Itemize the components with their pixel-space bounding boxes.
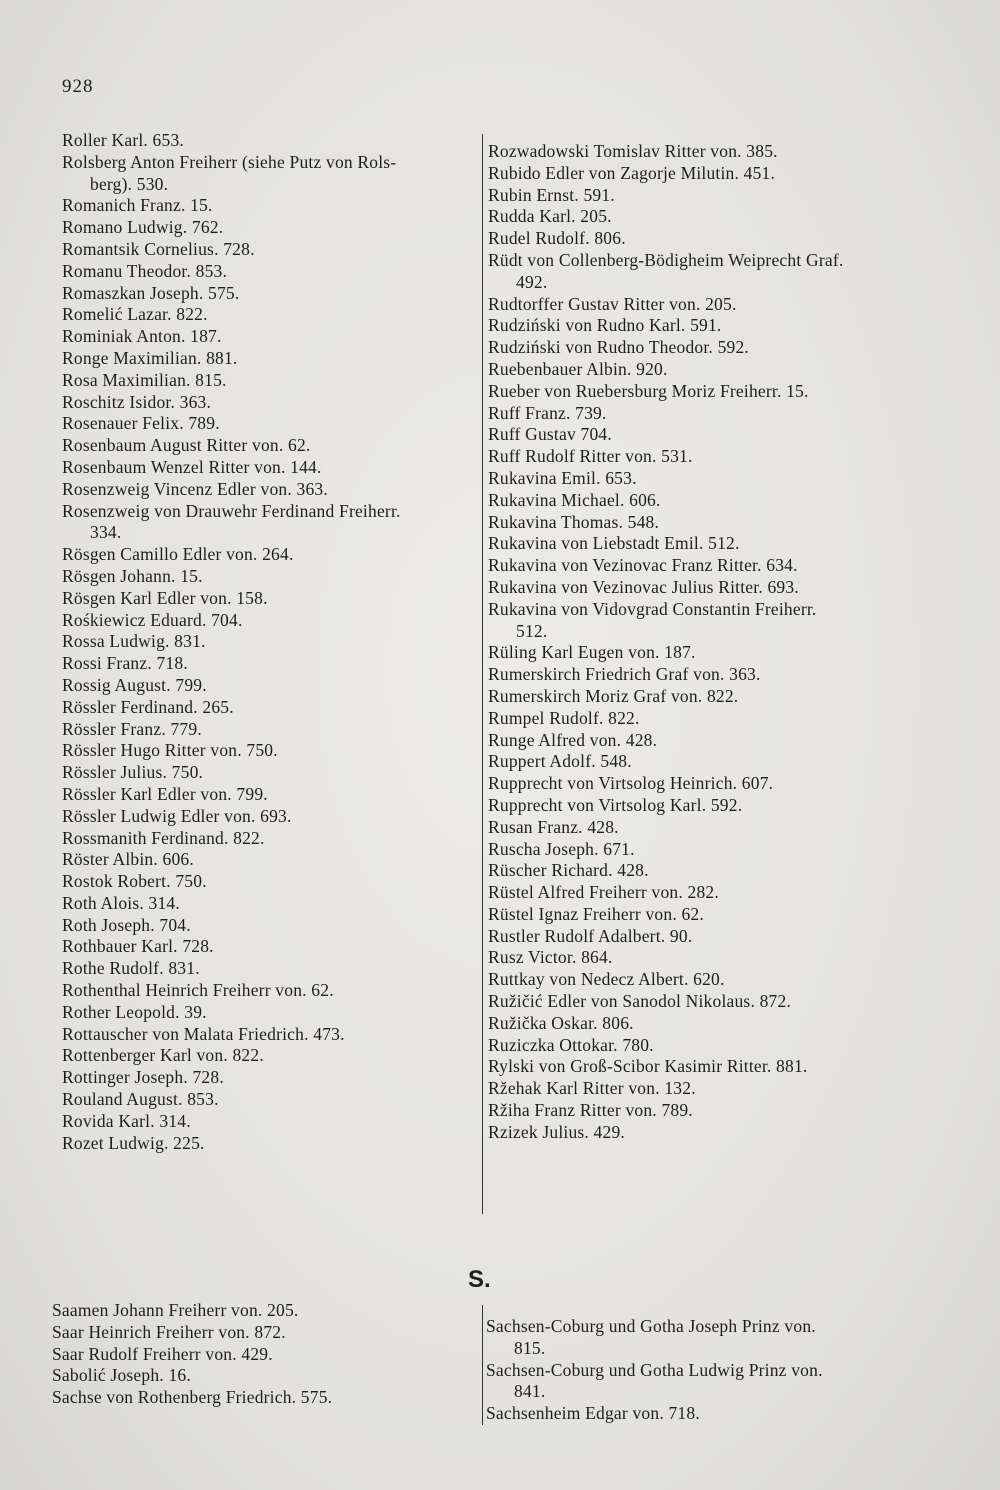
- index-entry: Rösgen Camillo Edler von. 264.: [62, 544, 294, 565]
- index-entry-continuation: 334.: [90, 522, 122, 543]
- index-entry: Rottenberger Karl von. 822.: [62, 1045, 264, 1066]
- index-entry: Saar Heinrich Freiherr von. 872.: [52, 1321, 286, 1342]
- index-entry: Rzizek Julius. 429.: [488, 1121, 625, 1142]
- index-entry: Rudtorffer Gustav Ritter von. 205.: [488, 293, 737, 314]
- index-entry: Röster Albin. 606.: [62, 849, 194, 870]
- index-entry: Rusz Victor. 864.: [488, 947, 613, 968]
- index-entry: Rubido Edler von Zagorje Milutin. 451.: [488, 162, 776, 183]
- s-index-column-right: [486, 1316, 926, 1425]
- index-entry: Rüstel Alfred Freiherr von. 282.: [488, 882, 719, 903]
- index-entry: Romelić Lazar. 822.: [62, 304, 208, 325]
- index-entry-continuation: berg). 530.: [90, 173, 169, 194]
- index-entry: Rothe Rudolf. 831.: [62, 958, 200, 979]
- index-entry-continuation: 512.: [516, 620, 548, 641]
- index-entry: Romaszkan Joseph. 575.: [62, 282, 240, 303]
- index-entry: Rossmanith Ferdinand. 822.: [62, 827, 265, 848]
- index-entry: Rössler Hugo Ritter von. 750.: [62, 740, 278, 761]
- index-entry: Ruscha Joseph. 671.: [488, 838, 635, 859]
- index-entry: Rubin Ernst. 591.: [488, 184, 615, 205]
- index-entry: Romanich Franz. 15.: [62, 195, 213, 216]
- index-entry: Rosenbaum August Ritter von. 62.: [62, 435, 311, 456]
- index-entry: Romantsik Cornelius. 728.: [62, 238, 255, 259]
- index-entry: Rüdt von Collenberg-Bödigheim Weiprecht Graf.: [488, 249, 844, 270]
- index-entry: Saamen Johann Freiherr von. 205.: [52, 1300, 299, 1320]
- index-entry: Rumerskirch Friedrich Graf von. 363.: [488, 664, 761, 685]
- index-entry: Rukavina von Liebstadt Emil. 512.: [488, 533, 740, 554]
- index-entry: Rukavina Emil. 653.: [488, 467, 637, 488]
- index-entry: Rueber von Ruebersburg Moriz Freiherr. 15.: [488, 380, 809, 401]
- index-entry: Rösgen Johann. 15.: [62, 565, 203, 586]
- column-divider-s: [482, 1305, 483, 1425]
- index-entry: Sachsen-Coburg und Gotha Joseph Prinz von.: [486, 1316, 816, 1336]
- index-entry-continuation: 815.: [514, 1337, 546, 1358]
- index-entry: Rukavina von Vezinovac Franz Ritter. 634.: [488, 555, 798, 576]
- index-entry: Rostok Robert. 750.: [62, 871, 207, 892]
- column-divider: [482, 134, 483, 1214]
- index-entry: Rukavina von Vezinovac Julius Ritter. 693.: [488, 576, 799, 597]
- index-entry: Romanu Theodor. 853.: [62, 260, 228, 281]
- index-entry: Ronge Maximilian. 881.: [62, 347, 238, 368]
- index-entry: Rudda Karl. 205.: [488, 206, 612, 227]
- index-entry: Rukavina Michael. 606.: [488, 489, 661, 510]
- index-entry: Rolsberg Anton Freiherr (siehe Putz von Rols-: [62, 151, 397, 172]
- index-column-left: [62, 130, 482, 1154]
- index-entry: Ruppert Adolf. 548.: [488, 751, 632, 772]
- index-entry: Rouland August. 853.: [62, 1089, 219, 1110]
- index-entry: Rösgen Karl Edler von. 158.: [62, 587, 268, 608]
- index-entry: Rottauscher von Malata Friedrich. 473.: [62, 1023, 345, 1044]
- index-entry: Ruttkay von Nedecz Albert. 620.: [488, 969, 725, 990]
- index-entry: Ruziczka Ottokar. 780.: [488, 1034, 654, 1055]
- page-number: 928: [62, 76, 94, 97]
- index-entry: Rössler Ludwig Edler von. 693.: [62, 805, 292, 826]
- index-entry: Sachsenheim Edgar von. 718.: [486, 1403, 700, 1424]
- index-entry: Rudel Rudolf. 806.: [488, 228, 626, 249]
- index-entry: Rominiak Anton. 187.: [62, 326, 222, 347]
- index-entry: Rosenzweig von Drauwehr Ferdinand Freiherr.: [62, 500, 401, 521]
- section-heading: S.: [468, 1266, 491, 1293]
- index-entry: Runge Alfred von. 428.: [488, 729, 658, 750]
- index-entry: Ruff Franz. 739.: [488, 402, 607, 423]
- s-index-column-left: [52, 1300, 472, 1409]
- index-entry: Rustler Rudolf Adalbert. 90.: [488, 925, 693, 946]
- index-entry: Rössler Franz. 779.: [62, 718, 202, 739]
- index-entry: Rupprecht von Virtsolog Karl. 592.: [488, 794, 743, 815]
- index-entry: Rudziński von Rudno Theodor. 592.: [488, 337, 749, 358]
- index-entry: Romano Ludwig. 762.: [62, 217, 224, 238]
- index-entry: Rössler Ferdinand. 265.: [62, 696, 234, 717]
- index-entry: Rottinger Joseph. 728.: [62, 1067, 224, 1088]
- index-entry: Rosenbaum Wenzel Ritter von. 144.: [62, 456, 322, 477]
- index-entry: Roth Alois. 314.: [62, 892, 180, 913]
- index-entry: Rössler Karl Edler von. 799.: [62, 783, 268, 804]
- index-entry: Ružičić Edler von Sanodol Nikolaus. 872.: [488, 991, 792, 1012]
- index-entry: Ržehak Karl Ritter von. 132.: [488, 1078, 696, 1099]
- index-entry: Rüling Karl Eugen von. 187.: [488, 642, 696, 663]
- index-entry: Rossig August. 799.: [62, 674, 207, 695]
- index-entry: Roller Karl. 653.: [62, 130, 184, 150]
- index-entry: Rothenthal Heinrich Freiherr von. 62.: [62, 980, 334, 1001]
- index-entry: Ruff Rudolf Ritter von. 531.: [488, 446, 693, 467]
- index-entry: Rosa Maximilian. 815.: [62, 369, 227, 390]
- index-entry: Rumpel Rudolf. 822.: [488, 707, 640, 728]
- index-entry: Rossa Ludwig. 831.: [62, 631, 206, 652]
- index-entry: Rüstel Ignaz Freiherr von. 62.: [488, 903, 704, 924]
- index-entry: Roschitz Isidor. 363.: [62, 391, 212, 412]
- index-entry: Roth Joseph. 704.: [62, 914, 191, 935]
- index-entry: Rośkiewicz Eduard. 704.: [62, 609, 243, 630]
- index-entry: Rusan Franz. 428.: [488, 816, 619, 837]
- index-entry: Rozet Ludwig. 225.: [62, 1132, 205, 1153]
- index-entry: Rosenauer Felix. 789.: [62, 413, 220, 434]
- index-entry: Sabolić Joseph. 16.: [52, 1365, 191, 1386]
- index-entry: Ržiha Franz Ritter von. 789.: [488, 1100, 693, 1121]
- index-entry: Saar Rudolf Freiherr von. 429.: [52, 1343, 273, 1364]
- index-entry: Rossi Franz. 718.: [62, 653, 188, 674]
- index-entry: Rukavina Thomas. 548.: [488, 511, 660, 532]
- index-entry-continuation: 492.: [516, 271, 548, 292]
- index-entry: Rupprecht von Virtsolog Heinrich. 607.: [488, 773, 774, 794]
- index-entry: Rukavina von Vidovgrad Constantin Freiherr.: [488, 598, 817, 619]
- index-entry: Rosenzweig Vincenz Edler von. 363.: [62, 478, 328, 499]
- index-entry-continuation: 841.: [514, 1381, 546, 1402]
- index-entry: Rudziński von Rudno Karl. 591.: [488, 315, 722, 336]
- index-entry: Rozwadowski Tomislav Ritter von. 385.: [488, 141, 778, 161]
- index-entry: Rother Leopold. 39.: [62, 1001, 207, 1022]
- index-entry: Rylski von Groß-Scibor Kasimir Ritter. 881.: [488, 1056, 808, 1077]
- index-entry: Rössler Julius. 750.: [62, 762, 204, 783]
- index-entry: Sachsen-Coburg und Gotha Ludwig Prinz von.: [486, 1359, 823, 1380]
- index-column-right: [488, 141, 928, 1144]
- index-entry: Rovida Karl. 314.: [62, 1110, 191, 1131]
- index-entry: Ruff Gustav 704.: [488, 424, 612, 445]
- index-entry: Ruebenbauer Albin. 920.: [488, 358, 668, 379]
- index-entry: Rumerskirch Moriz Graf von. 822.: [488, 685, 739, 706]
- index-entry: Rüscher Richard. 428.: [488, 860, 649, 881]
- index-entry: Sachse von Rothenberg Friedrich. 575.: [52, 1387, 333, 1408]
- index-entry: Ružička Oskar. 806.: [488, 1012, 634, 1033]
- index-entry: Rothbauer Karl. 728.: [62, 936, 214, 957]
